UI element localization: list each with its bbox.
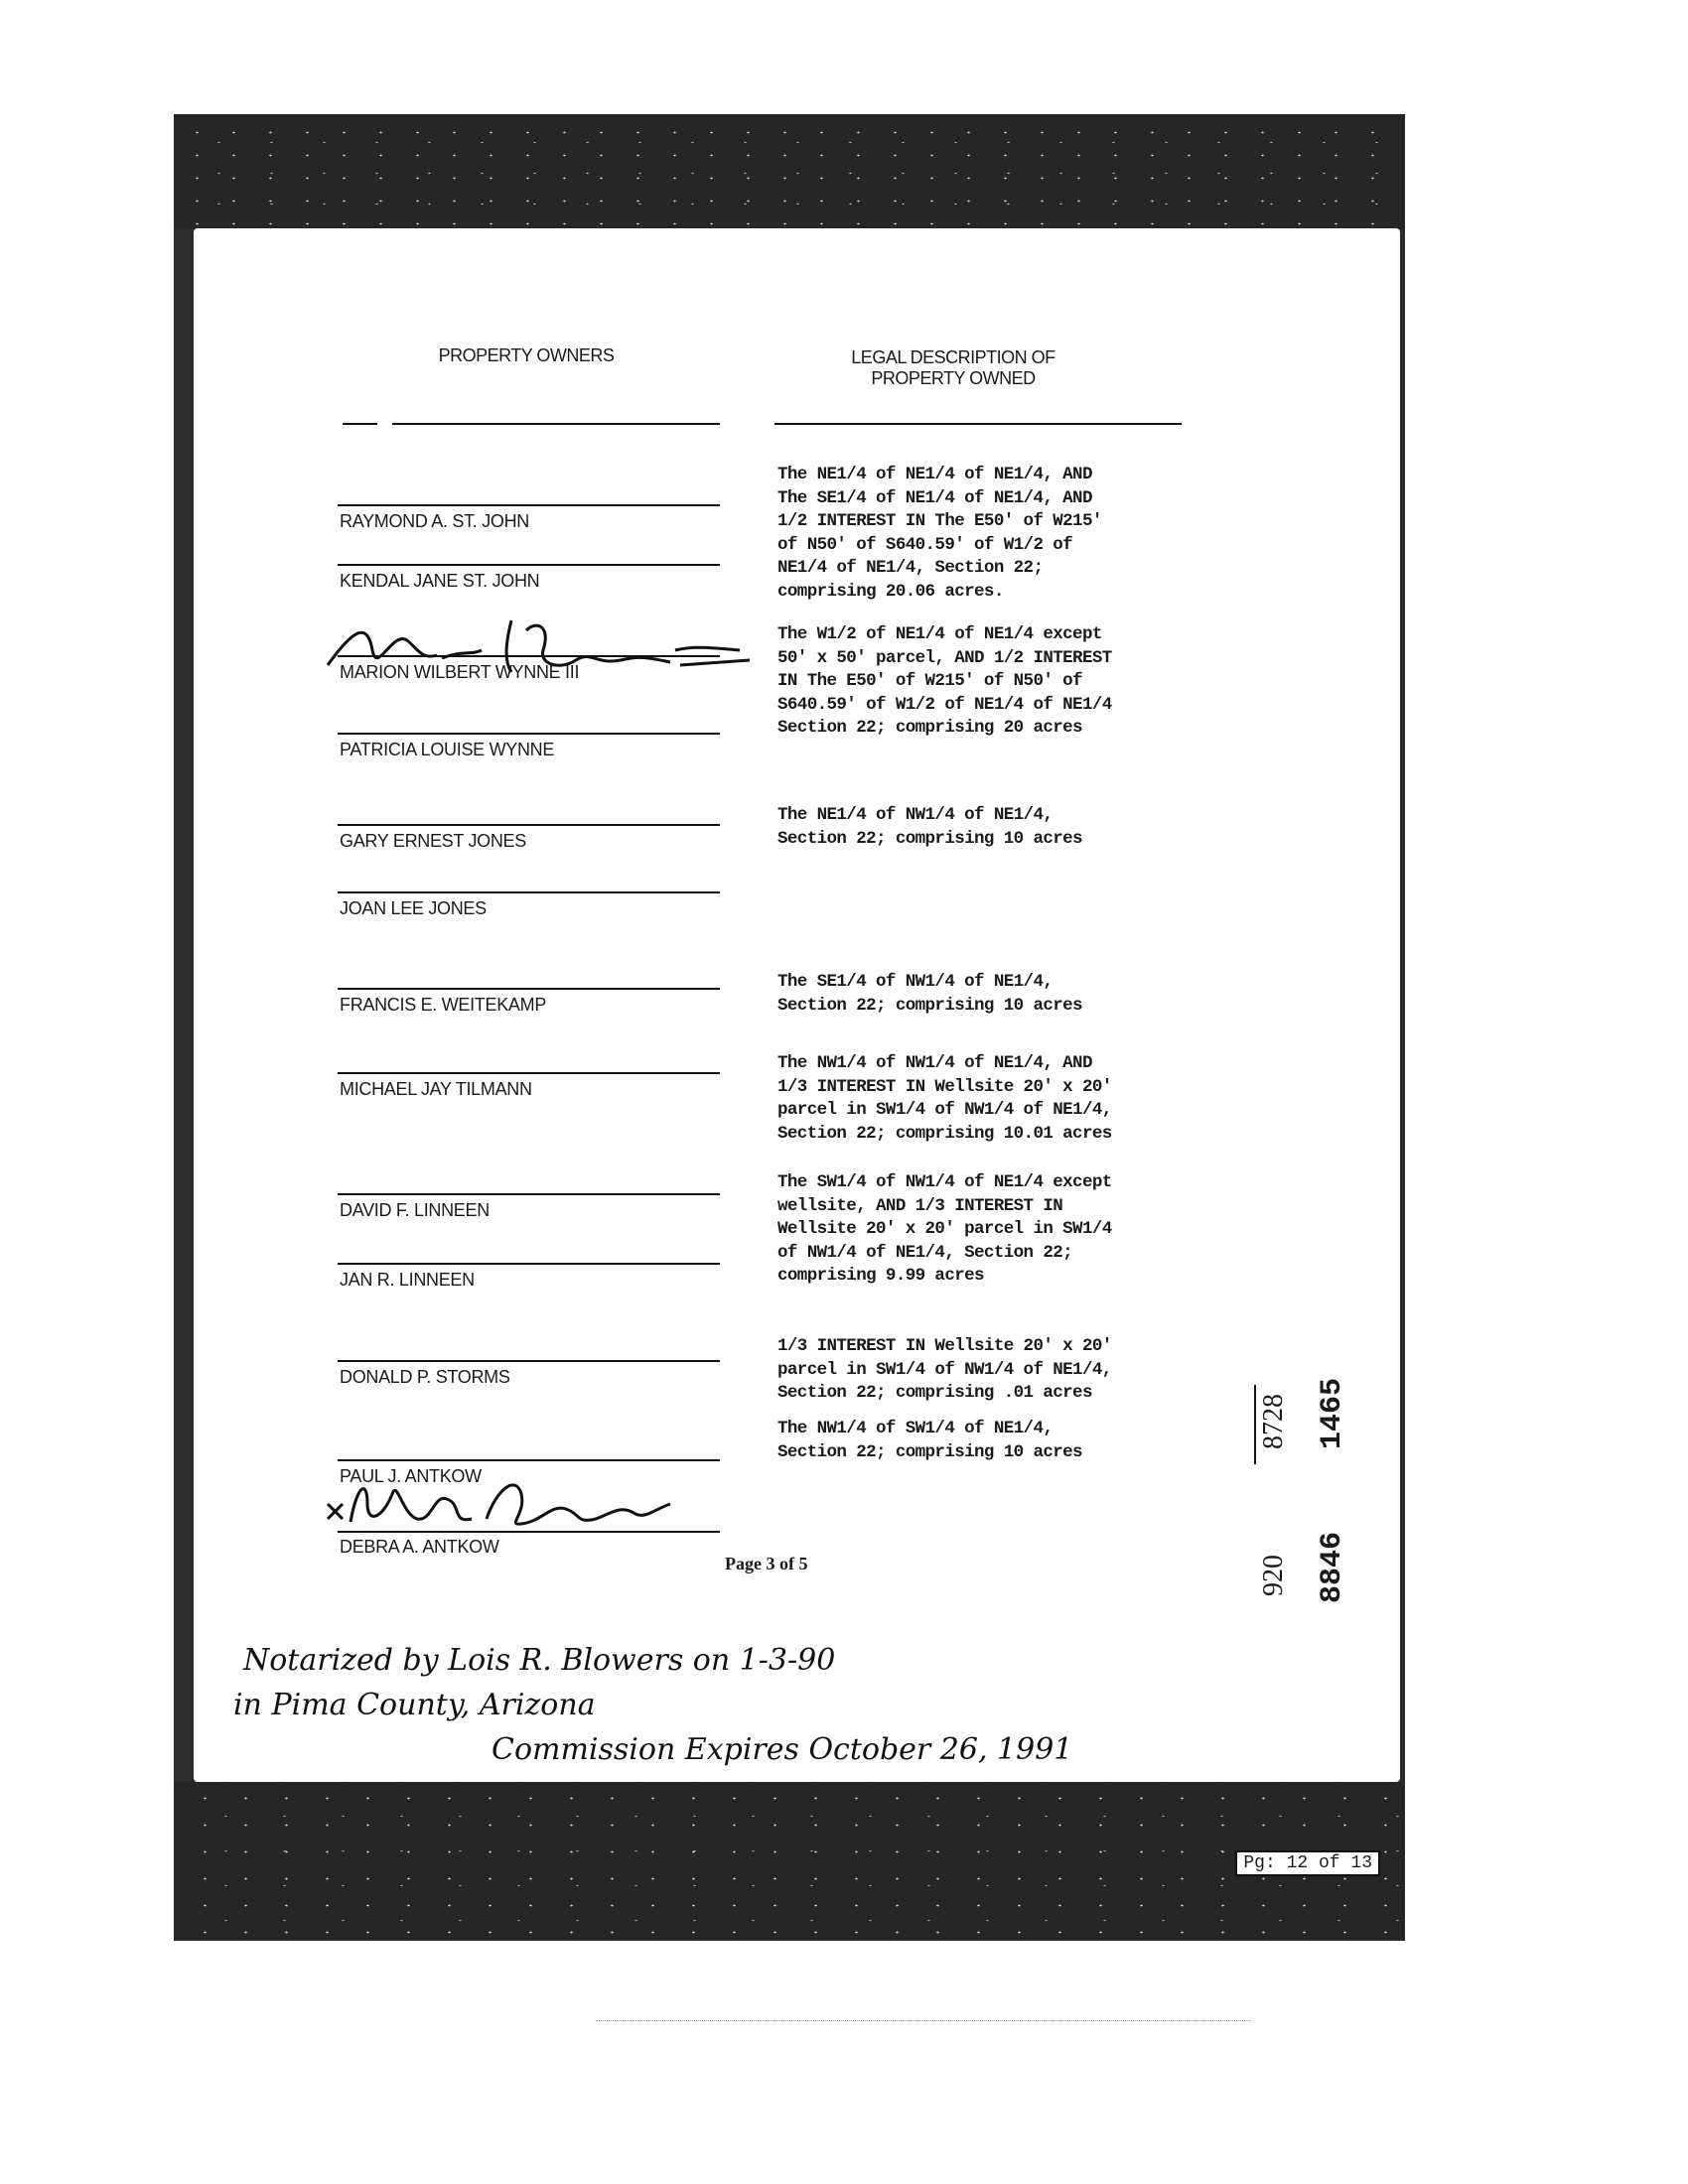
header-legal-description: [829, 347, 1077, 389]
signature-line: [338, 504, 720, 506]
strike-mark: [1254, 1385, 1259, 1464]
signature-line: [338, 988, 720, 990]
signature-line: [338, 1072, 720, 1074]
legal-description: The NE1/4 of NE1/4 of NE1/4, AND The SE1/4 of NE1/4 of NE1/4, AND 1/2 INTEREST IN The E50' of W215' of N50' of S640.59' of W1/2 of NE1/4 of NE1/4, Section 22; comprising 20.06 acres.: [777, 465, 1102, 602]
signature-line: [338, 1360, 720, 1362]
scan-noise-top: [174, 114, 1405, 228]
owner-name: GARY ERNEST JONES: [340, 831, 526, 851]
legal-description: The NW1/4 of SW1/4 of NE1/4, Section 22; comprising 10 acres: [777, 1419, 1082, 1462]
legal-description: The W1/2 of NE1/4 of NE1/4 except 50' x 50' parcel, AND 1/2 INTEREST IN The E50' of W215' of N50' of S640.59' of W1/2 of NE1/4 of NE1/4 Section 22; comprising 20 acres: [777, 624, 1112, 738]
recording-book-stamp-bottom: 8846: [1316, 1531, 1349, 1603]
header-rule-short: [343, 423, 377, 425]
legal-description: The NE1/4 of NW1/4 of NE1/4, Section 22; comprising 10 acres: [777, 805, 1082, 849]
legal-description: 1/3 INTEREST IN Wellsite 20' x 20' parcel in SW1/4 of NW1/4 of NE1/4, Section 22; comprising .01 acres: [777, 1336, 1112, 1403]
notary-note-line1: Notarized by Lois R. Blowers on 1-3-90: [243, 1643, 836, 1678]
owner-name: DEBRA A. ANTKOW: [340, 1537, 499, 1557]
owner-name: JOAN LEE JONES: [340, 898, 487, 918]
owner-name: JAN R. LINNEEN: [340, 1270, 475, 1290]
signature-line: [338, 824, 720, 826]
header-legal-line2: PROPERTY OWNED: [871, 368, 1036, 388]
owner-name: DONALD P. STORMS: [340, 1367, 510, 1387]
owner-name: MARION WILBERT WYNNE III: [340, 662, 580, 682]
owner-name: MICHAEL JAY TILMANN: [340, 1079, 532, 1099]
owner-name: KENDAL JANE ST. JOHN: [340, 571, 540, 591]
header-rule-right: [774, 423, 1182, 425]
scan-noise-bottom: [174, 1782, 1405, 1941]
signature-line: [338, 733, 720, 735]
signature-marion-wynne: [323, 611, 760, 680]
signature-line: [338, 1263, 720, 1265]
recording-book-stamp-top: 1465: [1316, 1377, 1349, 1449]
document-page: [194, 228, 1400, 1782]
header-legal-line1: LEGAL DESCRIPTION OF: [851, 347, 1055, 367]
legal-description: The SE1/4 of NW1/4 of NE1/4, Section 22; comprising 10 acres: [777, 972, 1082, 1016]
owner-name: PAUL J. ANTKOW: [340, 1466, 482, 1486]
owner-name: DAVID F. LINNEEN: [340, 1200, 490, 1220]
struck-number: 8728: [1258, 1394, 1289, 1449]
legal-description: The SW1/4 of NW1/4 of NE1/4 except wellsite, AND 1/3 INTEREST IN Wellsite 20' x 20' parcel in SW1/4 of NW1/4 of NE1/4, Section 22; comprising 9.99 acres: [777, 1172, 1112, 1286]
handwritten-page-number: 920: [1258, 1555, 1289, 1596]
signature-line: [338, 1459, 720, 1461]
page-counter: Pg: 12 of 13: [1235, 1850, 1380, 1876]
notary-note-line2: in Pima County, Arizona: [233, 1688, 596, 1722]
signature-debra-antkow: [323, 1464, 680, 1534]
scanned-page-frame: [174, 114, 1405, 1941]
owner-name: FRANCIS E. WEITEKAMP: [340, 995, 547, 1015]
owner-name: PATRICIA LOUISE WYNNE: [340, 740, 555, 759]
scan-artifact-line: [596, 2020, 1251, 2021]
header-property-owners: PROPERTY OWNERS: [438, 345, 615, 365]
signature-line: [338, 1193, 720, 1195]
notary-note-line3: Commission Expires October 26, 1991: [492, 1732, 1073, 1767]
owner-name: RAYMOND A. ST. JOHN: [340, 511, 529, 531]
page-number: Page 3 of 5: [725, 1554, 808, 1573]
signature-line: [338, 891, 720, 893]
legal-description: The NW1/4 of NW1/4 of NE1/4, AND 1/3 INTEREST IN Wellsite 20' x 20' parcel in SW1/4 of NW1/4 of NE1/4, Section 22; comprising 10.01 acres: [777, 1053, 1112, 1144]
signature-line: [338, 564, 720, 566]
header-rule-left: [392, 423, 720, 425]
